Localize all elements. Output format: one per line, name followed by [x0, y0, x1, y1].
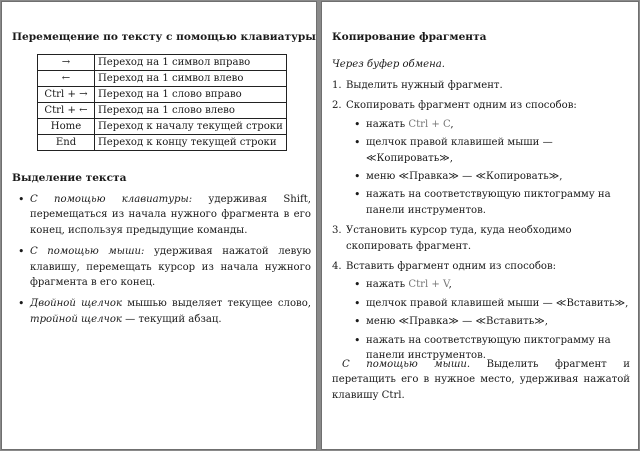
step-number: 4.	[332, 261, 342, 273]
step-item	[332, 78, 632, 93]
sub-post: ,	[450, 118, 454, 130]
sub-list	[346, 277, 632, 363]
item-text: удерживая Shift, перемещаться из начала нужного фрагмента в его конец, используя предыдущие команды.	[30, 194, 312, 236]
desc-cell: Переход на 1 слово вправо	[95, 87, 287, 103]
shortcut: Ctrl + C	[408, 118, 451, 130]
sub-pre: нажать	[366, 279, 409, 291]
list-item	[346, 169, 632, 184]
mouse-paragraph	[332, 357, 630, 403]
sub-pre: нажать на соответствующую пиктограмму на панели инструментов.	[366, 189, 611, 216]
sub-pre: меню ≪Правка≫ — ≪Копировать≫,	[366, 171, 563, 183]
key-cell: →	[38, 55, 95, 71]
item-lead-2: тройной щелчок	[30, 313, 122, 325]
table-row	[38, 71, 287, 87]
list-item	[346, 135, 632, 166]
item-lead: С помощью клавиатуры:	[30, 194, 193, 205]
list-item	[346, 314, 632, 329]
table-row	[38, 103, 287, 119]
step-number: 1.	[332, 80, 342, 91]
table-row	[38, 119, 287, 135]
sub-post: ,	[448, 279, 452, 291]
item-text-2: — текущий абзац.	[121, 313, 222, 325]
left-page	[2, 2, 316, 449]
step-item	[332, 223, 632, 254]
table-row	[38, 135, 287, 151]
table-row	[38, 87, 287, 103]
mouse-lead: С помощью мыши.	[342, 359, 471, 370]
sub-pre: меню ≪Правка≫ — ≪Вставить≫,	[366, 316, 548, 328]
select-heading: Выделение текста	[12, 172, 127, 184]
step-item	[332, 98, 632, 218]
key-cell: Home	[38, 119, 95, 135]
key-cell: Ctrl + ←	[38, 103, 95, 119]
sub-list	[346, 117, 632, 218]
step-number: 3.	[332, 225, 342, 237]
desc-cell: Переход на 1 слово влево	[95, 103, 287, 119]
item-text: удерживая нажатой левую клавишу, перемещать курсор из начала нужного фрагмента в его конец.	[30, 246, 312, 289]
copy-heading: Копирование фрагмента	[332, 31, 487, 43]
via-buffer-label: Через буфер обмена.	[332, 59, 445, 70]
selection-list	[11, 192, 311, 333]
step-item	[332, 259, 632, 363]
step-text: Выделить нужный фрагмент.	[346, 80, 503, 91]
list-item	[346, 187, 632, 218]
list-item	[346, 277, 632, 292]
sub-pre: щелчок правой клавишей мыши — ≪Вставить≫,	[366, 297, 629, 309]
keys-table	[37, 54, 287, 151]
desc-cell: Переход на 1 символ вправо	[95, 55, 287, 71]
key-cell: ←	[38, 71, 95, 87]
item-text: мышью выделяет текущее слово,	[122, 298, 312, 310]
desc-cell: Переход на 1 символ влево	[95, 71, 287, 87]
item-lead: Двойной щелчок	[30, 298, 123, 310]
item-lead: С помощью мыши:	[30, 246, 145, 258]
sub-pre: щелчок правой клавишей мыши — ≪Копировать≫,	[366, 137, 553, 164]
list-item	[346, 296, 632, 311]
list-item	[11, 192, 311, 238]
steps-list	[332, 78, 632, 369]
step-number: 2.	[332, 100, 342, 112]
step-text: Установить курсор туда, куда необходимо скопировать фрагмент.	[346, 225, 572, 252]
list-item	[11, 244, 311, 290]
table-row	[38, 55, 287, 71]
sub-pre: нажать на соответствующую пиктограмму на панели инструментов.	[366, 334, 611, 362]
step-text: Вставить фрагмент одним из способов:	[346, 261, 557, 273]
shortcut: Ctrl + V	[408, 279, 449, 291]
sub-pre: нажать	[366, 118, 409, 130]
list-item	[11, 296, 311, 327]
key-cell: End	[38, 135, 95, 151]
right-page	[322, 2, 638, 449]
nav-heading: Перемещение по тексту с помощью клавиатуры	[12, 31, 316, 43]
list-item	[346, 117, 632, 132]
desc-cell: Переход к началу текущей строки	[95, 119, 287, 135]
mouse-text: Выделить фрагмент и перетащить его в нужное место, удерживая нажатой клавишу Ctrl.	[332, 359, 630, 401]
step-text: Скопировать фрагмент одним из способов:	[346, 100, 577, 112]
desc-cell: Переход к концу текущей строки	[95, 135, 287, 151]
key-cell: Ctrl + →	[38, 87, 95, 103]
